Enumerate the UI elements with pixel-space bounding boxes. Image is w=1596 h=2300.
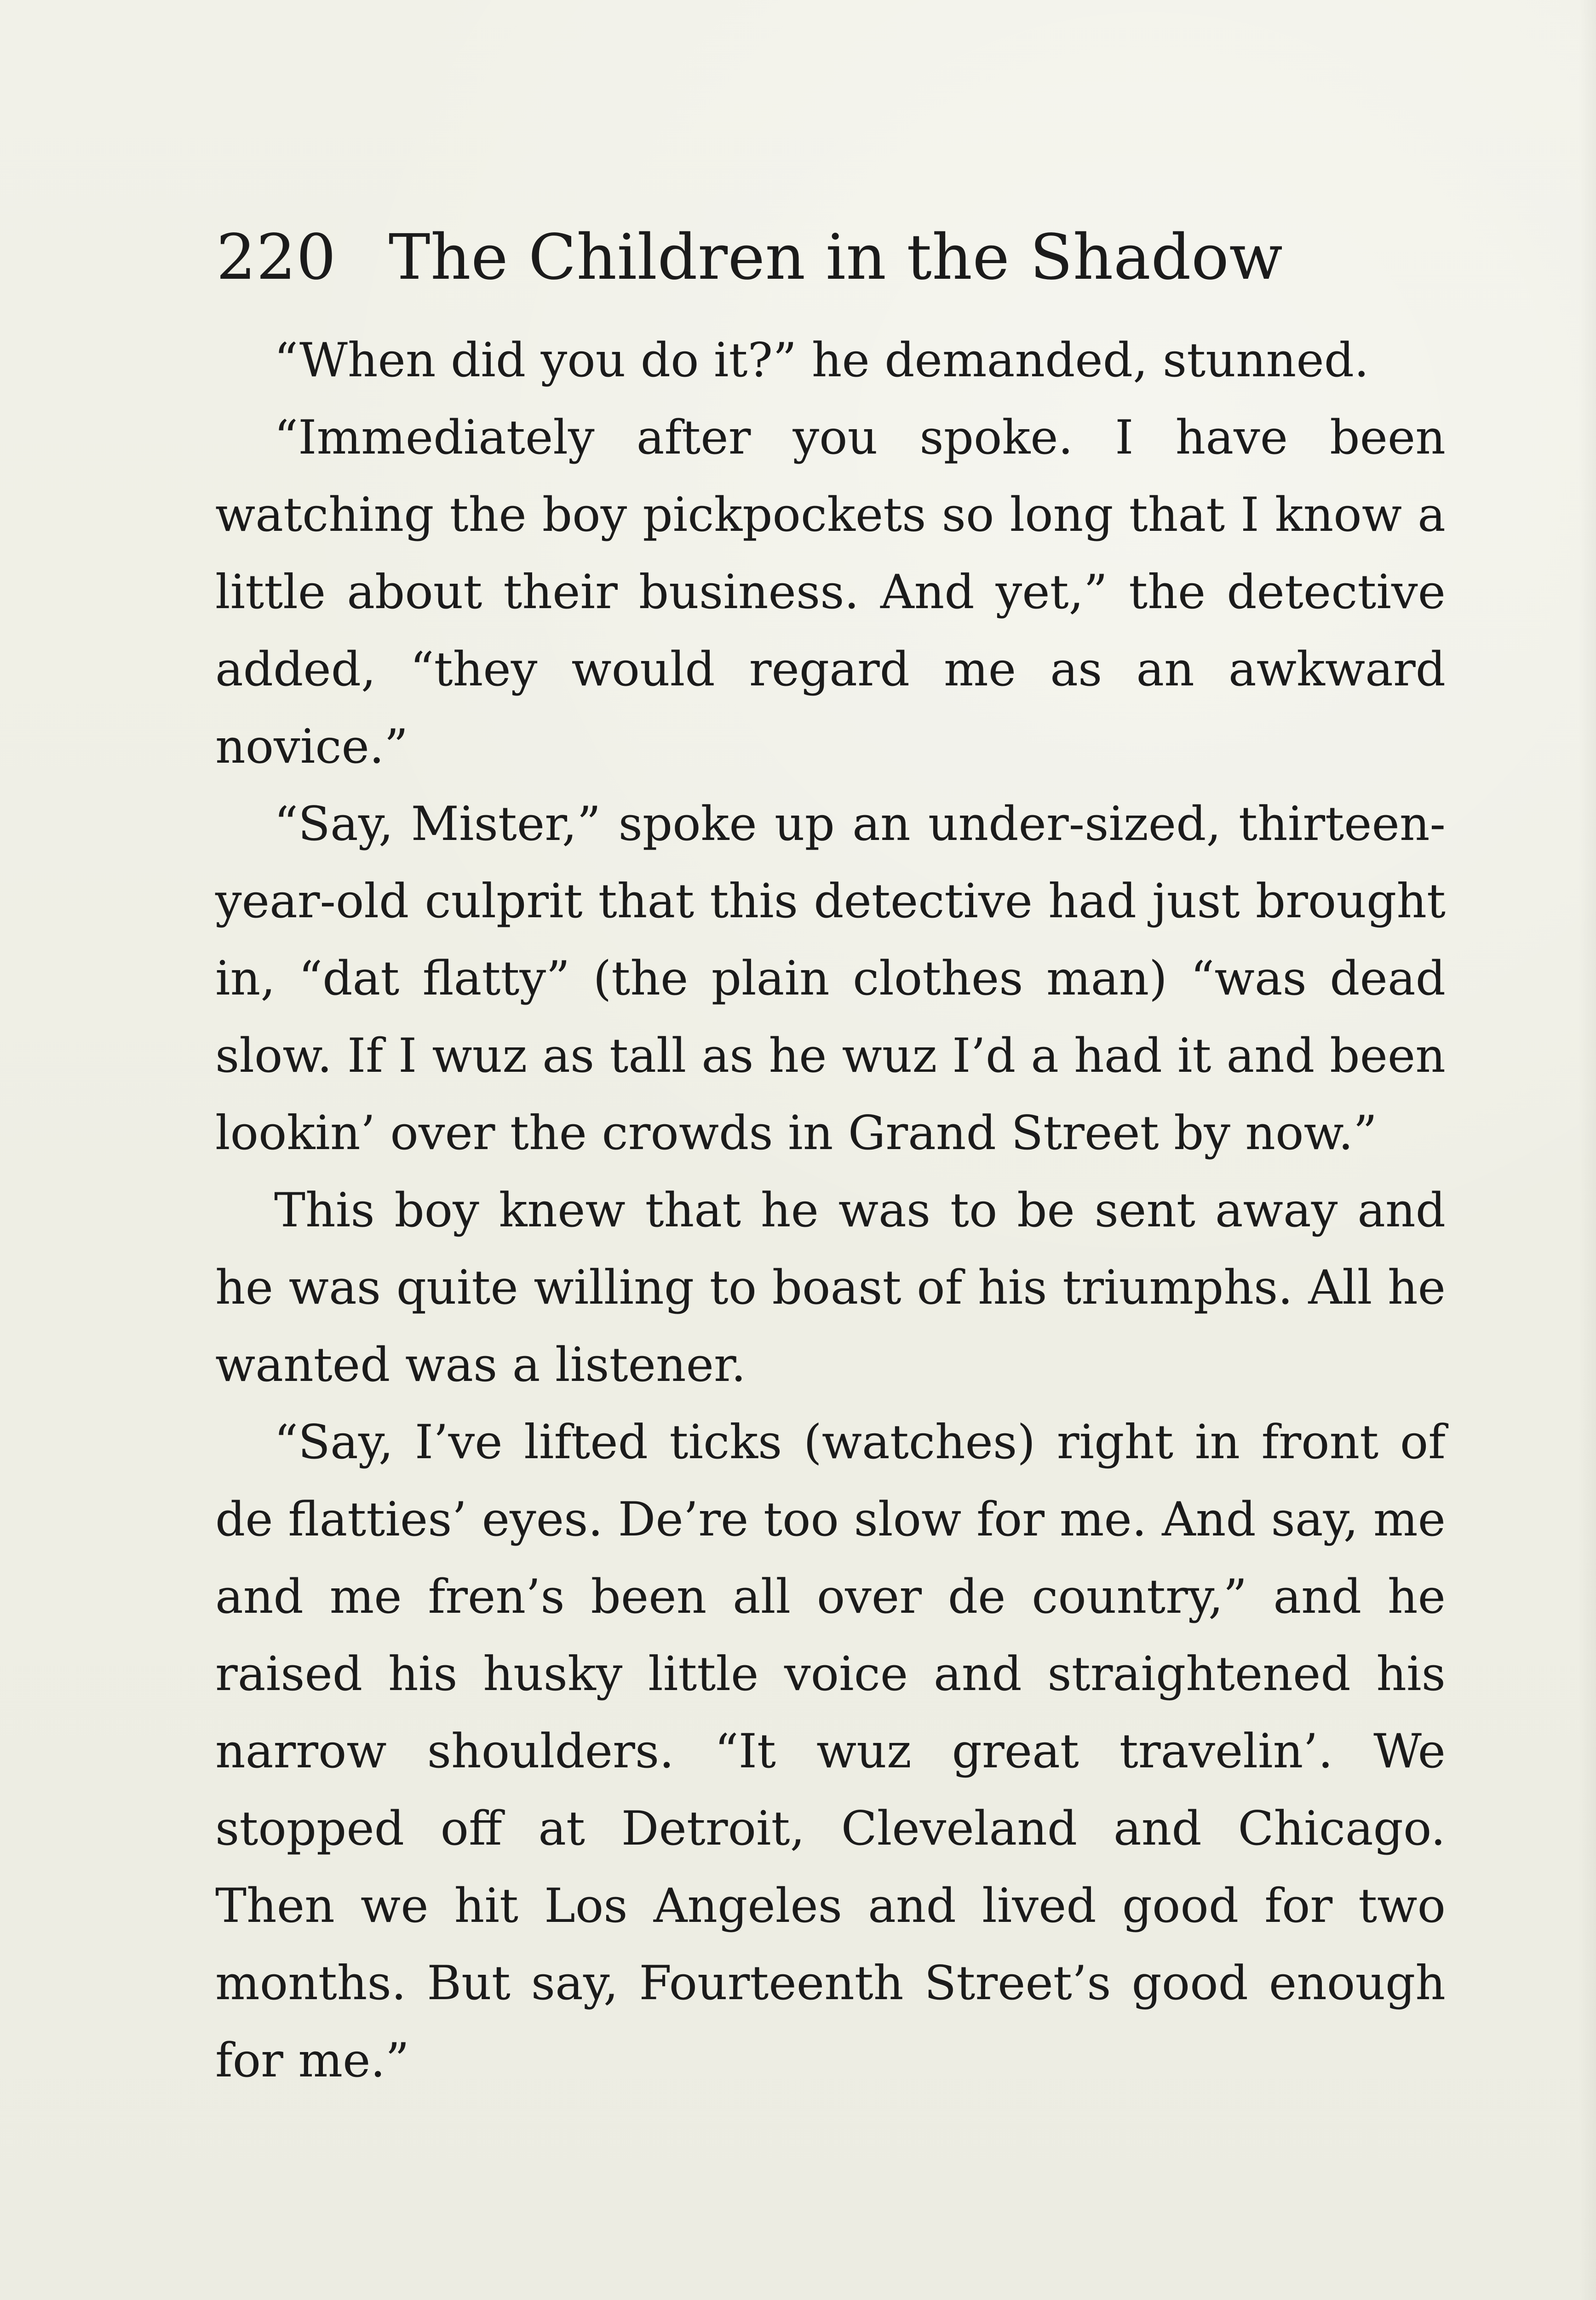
paragraph-2: “Immediately after you spoke. I have been watching the boy pickpockets so long that I know a little about their business. And yet,” the detective added, “they would regard me as an awkward novice.” [215,410,1446,774]
running-header [216,216,1320,299]
paragraph-4: This boy knew that he was to be sent away and he was quite willing to boast of his triumphs. All he wanted was a listener. [215,1183,1446,1392]
running-title: The Children in the Shadow [388,221,1283,294]
paragraph-3: “Say, Mister,” spoke up an under-sized, thirteen-year-old culprit that this detective had just brought in, “dat flatty” (the plain clothes man) “was dead slow. If I wuz as tall as he wuz I’d a had it and been lookin’ over the crowds in Grand Street by now.” [215,797,1446,1161]
body-text [215,322,1446,2099]
paragraph-5: “Say, I’ve lifted ticks (watches) right in front of de flatties’ eyes. De’re too slow for me. And say, me and me fren’s been all over de country,” and he raised his husky little voice and straightened his narrow shoulders. “It wuz great travelin’. We stopped off at Detroit, Cleveland and Chicago. Then we hit Los Angeles and lived good for two months. But say, Fourteenth Street’s good enough for me.” [215,1415,1446,2088]
page-edge-shadow [1579,0,1596,2300]
paragraph-1: “When did you do it?” he demanded, stunned. [274,333,1369,388]
page-number: 220 [216,221,337,294]
